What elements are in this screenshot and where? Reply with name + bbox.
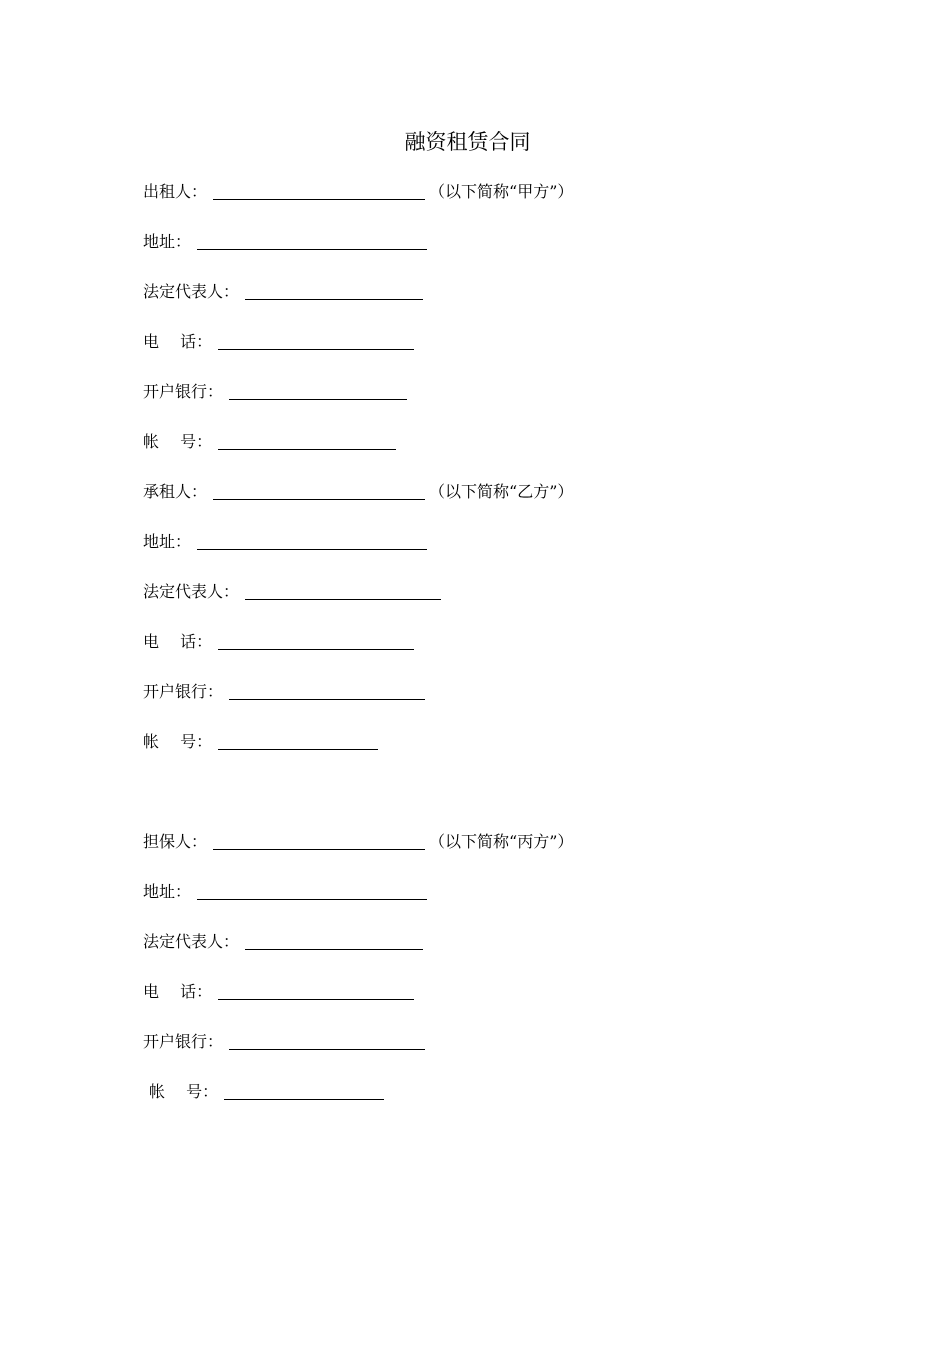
lessor-account-blank bbox=[218, 431, 396, 450]
guarantor-name-row bbox=[143, 828, 573, 852]
lessor-bank-row bbox=[143, 378, 407, 402]
page-title: 融资租赁合同 bbox=[404, 130, 531, 154]
lessee-address-blank bbox=[197, 531, 427, 550]
guarantor-phone-row bbox=[143, 978, 414, 1002]
guarantor-legal-rep-blank bbox=[245, 931, 423, 950]
lessor-legal-rep-label: 法定代表人： bbox=[143, 282, 240, 301]
guarantor-account-label: 帐 号： bbox=[149, 1082, 219, 1101]
lessor-phone-blank bbox=[218, 331, 414, 350]
lessee-phone-blank bbox=[218, 631, 414, 650]
lessor-name-label: 出租人： bbox=[143, 182, 208, 201]
lessee-name-row bbox=[143, 478, 573, 502]
lessee-bank-row bbox=[143, 678, 425, 702]
guarantor-address-label: 地址： bbox=[143, 882, 192, 901]
guarantor-phone-blank bbox=[218, 981, 414, 1000]
lessee-address-row bbox=[143, 528, 427, 552]
lessee-account-row bbox=[143, 728, 378, 752]
guarantor-account-row bbox=[149, 1078, 384, 1102]
lessor-legal-rep-blank bbox=[245, 281, 423, 300]
guarantor-bank-blank bbox=[229, 1031, 425, 1050]
guarantor-name-note: （以下简称“丙方”） bbox=[429, 832, 574, 851]
lessor-name-blank bbox=[213, 181, 425, 200]
guarantor-account-blank bbox=[224, 1081, 384, 1100]
lessee-phone-label: 电 话： bbox=[143, 632, 213, 651]
lessor-legal-rep-row bbox=[143, 278, 423, 302]
lessor-phone-label: 电 话： bbox=[143, 332, 213, 351]
lessee-legal-rep-label: 法定代表人： bbox=[143, 582, 240, 601]
guarantor-address-row bbox=[143, 878, 427, 902]
guarantor-name-blank bbox=[213, 831, 425, 850]
lessee-legal-rep-blank bbox=[245, 581, 441, 600]
guarantor-bank-label: 开户银行： bbox=[143, 1032, 224, 1051]
lessor-address-label: 地址： bbox=[143, 232, 192, 251]
guarantor-name-label: 担保人： bbox=[143, 832, 208, 851]
lessor-address-row bbox=[143, 228, 427, 252]
lessor-name-row bbox=[143, 178, 573, 202]
lessee-bank-blank bbox=[229, 681, 425, 700]
lessee-legal-rep-row bbox=[143, 578, 441, 602]
lessee-bank-label: 开户银行： bbox=[143, 682, 224, 701]
lessor-phone-row bbox=[143, 328, 414, 352]
lessor-name-note: （以下简称“甲方”） bbox=[429, 182, 574, 201]
lessee-name-note: （以下简称“乙方”） bbox=[429, 482, 574, 501]
lessor-bank-blank bbox=[229, 381, 407, 400]
lessee-name-label: 承租人： bbox=[143, 482, 208, 501]
lessee-account-blank bbox=[218, 731, 378, 750]
lessor-bank-label: 开户银行： bbox=[143, 382, 224, 401]
lessee-address-label: 地址： bbox=[143, 532, 192, 551]
lessee-phone-row bbox=[143, 628, 414, 652]
lessee-account-label: 帐 号： bbox=[143, 732, 213, 751]
lessor-account-label: 帐 号： bbox=[143, 432, 213, 451]
lessee-name-blank bbox=[213, 481, 425, 500]
lessor-account-row bbox=[143, 428, 396, 452]
guarantor-legal-rep-row bbox=[143, 928, 423, 952]
guarantor-address-blank bbox=[197, 881, 427, 900]
guarantor-legal-rep-label: 法定代表人： bbox=[143, 932, 240, 951]
lessor-address-blank bbox=[197, 231, 427, 250]
guarantor-bank-row bbox=[143, 1028, 425, 1052]
guarantor-phone-label: 电 话： bbox=[143, 982, 213, 1001]
